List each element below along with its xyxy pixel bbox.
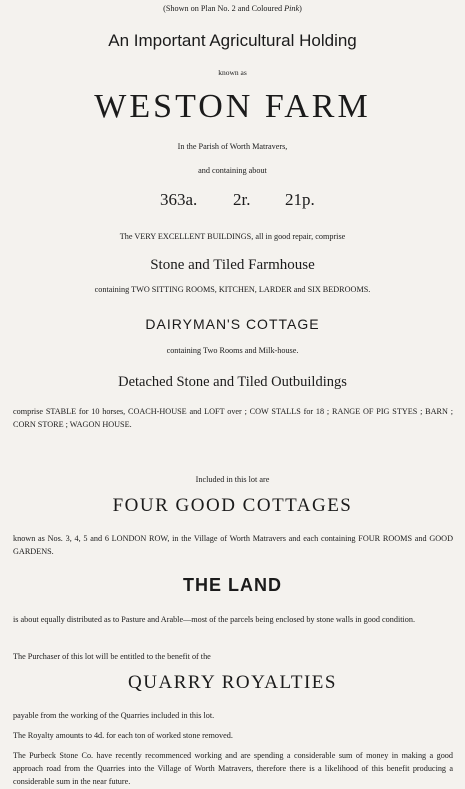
- quarry-heading: QUARRY ROYALTIES: [128, 672, 337, 693]
- outbuildings-desc: comprise STABLE for 10 horses, COACH-HOUSE and LOFT over ; COW STALLS for 18 ; RANGE OF PIG STYES ; BARN ; CORN STORE ; WAGON HOUSE.: [13, 407, 453, 429]
- containing-line: and containing about: [198, 166, 267, 175]
- farmhouse-heading: Stone and Tiled Farmhouse: [150, 257, 315, 273]
- cottage-desc: containing Two Rooms and Milk-house.: [166, 346, 299, 355]
- four-cottages-desc: known as Nos. 3, 4, 5 and 6 LONDON ROW, in the Village of Worth Matravers and each containing FOUR ROOMS and GOOD GARDENS.: [13, 534, 453, 556]
- area-acres: 363a.: [160, 190, 198, 209]
- plan-suffix: ): [299, 4, 302, 13]
- outbuildings-heading: Detached Stone and Tiled Outbuildings: [118, 374, 347, 390]
- quarry-payable: payable from the working of the Quarries included in this lot.: [13, 711, 215, 720]
- land-desc: is about equally distributed as to Pasture and Arable—most of the parcels being enclosed by stone walls in good condition.: [13, 615, 416, 624]
- area-line: [0, 190, 465, 212]
- area-perches: 21p.: [285, 190, 315, 209]
- purbeck-paragraph: The Purbeck Stone Co. have recently recommenced working and are spending a considerable sum of money in making a good approach road from the Quarries into the Village of Worth Matravers, therefore there is a likelihood of this benefit producing a considerable sum in the near future.: [13, 751, 453, 786]
- plan-prefix: (Shown on Plan No. 2 and Coloured: [163, 4, 285, 13]
- cottage-heading: DAIRYMAN'S COTTAGE: [145, 316, 320, 332]
- plan-colour: Pink: [284, 4, 300, 13]
- area-roods: 2r.: [233, 190, 251, 209]
- known-as: known as: [218, 68, 247, 77]
- four-cottages-heading: FOUR GOOD COTTAGES: [112, 495, 353, 516]
- parish-line: In the Parish of Worth Matravers,: [177, 142, 288, 151]
- land-heading: THE LAND: [183, 575, 282, 595]
- buildings-intro: The VERY EXCELLENT BUILDINGS, all in good repair, comprise: [119, 232, 346, 241]
- quarry-royalty: The Royalty amounts to 4d. for each ton of worked stone removed.: [13, 731, 233, 740]
- farmhouse-desc: containing TWO SITTING ROOMS, KITCHEN, LARDER and SIX BEDROOMS.: [94, 285, 371, 294]
- subtitle: An Important Agricultural Holding: [108, 31, 357, 50]
- purchaser-line: The Purchaser of this lot will be entitled to the benefit of the: [13, 652, 211, 661]
- page-title: WESTON FARM: [94, 88, 371, 125]
- plan-note: [0, 4, 465, 13]
- included-line: Included in this lot are: [195, 475, 270, 484]
